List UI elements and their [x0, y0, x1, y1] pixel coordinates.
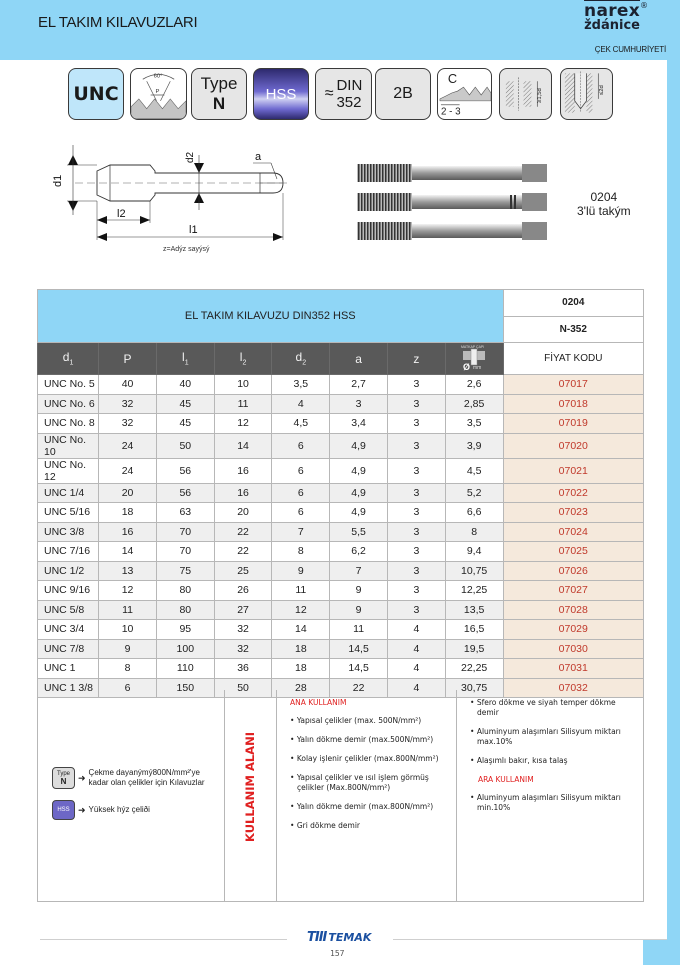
value-cell: 3 — [330, 394, 388, 414]
value-cell: 27 — [214, 600, 272, 620]
l2-label: l2 — [117, 208, 126, 220]
value-cell: 13,5 — [445, 600, 503, 620]
value-cell: 3 — [387, 542, 445, 562]
value-cell: 13 — [99, 561, 157, 581]
price-code-cell: 07032 — [503, 678, 643, 698]
value-cell: 6 — [99, 678, 157, 698]
value-cell: 80 — [156, 600, 214, 620]
size-cell: UNC No. 12 — [38, 458, 99, 483]
hss-mini-icon: HSS — [52, 800, 75, 820]
col-price-code: FİYAT KODU — [503, 343, 643, 375]
secondary-usage-heading: ARA KULLANIM — [478, 775, 534, 784]
value-cell: 4,9 — [330, 483, 388, 503]
blind-hole-icon — [560, 68, 613, 120]
value-cell: 14 — [272, 620, 330, 640]
value-cell: 6,6 — [445, 503, 503, 523]
value-cell: 9 — [272, 561, 330, 581]
value-cell: 26 — [214, 581, 272, 601]
value-cell: 12 — [272, 600, 330, 620]
type-desc-line1: Çekme dayanýmý800N/mm²'ye — [88, 768, 200, 777]
value-cell: 22 — [214, 522, 272, 542]
price-code-cell: 07028 — [503, 600, 643, 620]
value-cell: 3 — [387, 503, 445, 523]
value-cell: 10,75 — [445, 561, 503, 581]
value-cell: 95 — [156, 620, 214, 640]
col-l1: $l_1$ — [156, 343, 214, 375]
value-cell: 4,9 — [330, 503, 388, 523]
main-usage-item: • Yapısal çelikler (max. 500N/mm²) — [290, 716, 450, 726]
table-code: 0204 — [503, 290, 643, 317]
main-usage-item: • Yalın dökme demir (max.800N/mm²) — [290, 802, 450, 812]
value-cell: 150 — [156, 678, 214, 698]
main-usage-column — [290, 698, 450, 840]
registered-mark: ® — [640, 1, 648, 10]
value-cell: 22 — [330, 678, 388, 698]
value-cell: 32 — [99, 414, 157, 434]
value-cell: 14 — [99, 542, 157, 562]
size-cell: UNC No. 8 — [38, 414, 99, 434]
main-usage-item: • Yalın dökme demir (max.500N/mm²) — [290, 735, 450, 745]
page-title: EL TAKIM KILAVUZLARI — [38, 14, 198, 31]
price-code-cell: 07024 — [503, 522, 643, 542]
col-drill-diameter — [445, 343, 503, 375]
legend-hss — [52, 800, 150, 820]
value-cell: 6 — [272, 458, 330, 483]
value-cell: 40 — [99, 375, 157, 395]
value-cell: 3 — [387, 394, 445, 414]
chamfer-threads-label: 2 - 3 — [440, 106, 461, 118]
size-cell: UNC 3/4 — [38, 620, 99, 640]
svg-text:Ø: Ø — [463, 362, 471, 371]
value-cell: 36 — [214, 659, 272, 679]
unc-thread-icon — [68, 68, 124, 120]
main-usage-item: • Kolay işlenir çelikler (max.800N/mm²) — [290, 754, 450, 764]
usage-item: • Alaşımlı bakır, kısa talaş — [470, 756, 635, 766]
value-cell: 8 — [99, 659, 157, 679]
value-cell: 6 — [272, 483, 330, 503]
value-cell: 5,5 — [330, 522, 388, 542]
size-cell: UNC No. 6 — [38, 394, 99, 414]
value-cell: 18 — [272, 659, 330, 679]
value-cell: 12 — [99, 581, 157, 601]
through-hole-depth-label: ≥1,5d — [537, 88, 544, 103]
value-cell: 20 — [214, 503, 272, 523]
brand-logo — [568, 1, 648, 33]
temak-logo: TIII TEMAK — [307, 930, 372, 945]
price-code-cell: 07027 — [503, 581, 643, 601]
price-code-cell: 07018 — [503, 394, 643, 414]
size-cell: UNC 1/2 — [38, 561, 99, 581]
value-cell: 14 — [214, 433, 272, 458]
value-cell: 100 — [156, 639, 214, 659]
table-row — [38, 600, 644, 620]
col-a: a — [330, 343, 388, 375]
value-cell: 18 — [272, 639, 330, 659]
size-cell: UNC 3/8 — [38, 522, 99, 542]
value-cell: 6 — [272, 503, 330, 523]
chamfer-form-icon — [437, 68, 492, 120]
value-cell: 11 — [99, 600, 157, 620]
value-cell: 32 — [214, 620, 272, 640]
value-cell: 110 — [156, 659, 214, 679]
table-title: EL TAKIM KILAVUZU DIN352 HSS — [38, 290, 504, 343]
table-row — [38, 581, 644, 601]
a-label: a — [255, 151, 262, 163]
value-cell: 28 — [272, 678, 330, 698]
through-hole-icon — [499, 68, 552, 120]
value-cell: 50 — [214, 678, 272, 698]
table-row — [38, 503, 644, 523]
value-cell: 16 — [99, 522, 157, 542]
value-cell: 9 — [330, 581, 388, 601]
value-cell: 70 — [156, 522, 214, 542]
main-usage-heading: ANA KULLANIM — [290, 698, 347, 707]
d1-label: d1 — [52, 174, 64, 187]
table-row — [38, 375, 644, 395]
svg-text:MATKAP ÇAPI: MATKAP ÇAPI — [461, 345, 485, 349]
type-n-icon — [191, 68, 247, 120]
unc-label: UNC — [73, 83, 119, 105]
table-row — [38, 659, 644, 679]
col-d1: $d_1$ — [38, 343, 99, 375]
value-cell: 18 — [99, 503, 157, 523]
product-caption — [577, 190, 631, 218]
value-cell: 10 — [214, 375, 272, 395]
set-label: 3'lü takým — [577, 204, 631, 218]
secondary-usage-item: • Aluminyum alaşımları Silisyum miktarı min.10% — [470, 793, 635, 813]
tolerance-label: 2B — [393, 85, 413, 102]
footer-divider-left — [40, 939, 287, 940]
value-cell: 4 — [272, 394, 330, 414]
tap-1 — [357, 164, 547, 182]
price-code-cell: 07019 — [503, 414, 643, 434]
type-label: Type — [200, 74, 238, 93]
value-cell: 30,75 — [445, 678, 503, 698]
thread-pitch-label: P — [155, 89, 160, 96]
value-cell: 2,85 — [445, 394, 503, 414]
value-cell: 5,2 — [445, 483, 503, 503]
size-cell: UNC 1 3/8 — [38, 678, 99, 698]
thread-profile-icon — [130, 68, 187, 120]
size-cell: UNC 1 — [38, 659, 99, 679]
value-cell: 20 — [99, 483, 157, 503]
col-d2: $d_2$ — [272, 343, 330, 375]
value-cell: 50 — [156, 433, 214, 458]
type-value: N — [212, 94, 226, 113]
side-accent-band — [667, 60, 680, 940]
price-code-cell: 07021 — [503, 458, 643, 483]
value-cell: 3 — [387, 414, 445, 434]
usage-item: • Aluminyum alaşımları Silisyum miktarı max.10% — [470, 727, 635, 747]
tap-2 — [357, 193, 547, 211]
side-accent-notch — [643, 940, 680, 965]
price-code-cell: 07029 — [503, 620, 643, 640]
value-cell: 75 — [156, 561, 214, 581]
value-cell: 16 — [214, 458, 272, 483]
value-cell: 63 — [156, 503, 214, 523]
hss-label: HSS — [265, 85, 297, 103]
value-cell: 2,7 — [330, 375, 388, 395]
hss-desc: Yüksek hýz çeliði — [88, 805, 150, 814]
value-cell: 12 — [214, 414, 272, 434]
main-usage-item: • Gri dökme demir — [290, 821, 450, 831]
value-cell: 22 — [214, 542, 272, 562]
flute-count-note: z=Adýz sayýsý — [163, 246, 210, 253]
table-norm: N-352 — [503, 316, 643, 343]
svg-text:mm: mm — [473, 365, 482, 371]
value-cell: 19,5 — [445, 639, 503, 659]
arrow-icon: ➜ — [78, 773, 86, 783]
type-n-mini-icon: Type N — [52, 767, 75, 789]
price-code-cell: 07031 — [503, 659, 643, 679]
value-cell: 11 — [330, 620, 388, 640]
value-cell: 3 — [387, 433, 445, 458]
value-cell: 2,6 — [445, 375, 503, 395]
value-cell: 12,25 — [445, 581, 503, 601]
value-cell: 56 — [156, 458, 214, 483]
col-p: P — [99, 343, 157, 375]
din-label: DIN — [336, 77, 363, 94]
value-cell: 32 — [214, 639, 272, 659]
value-cell: 3 — [387, 561, 445, 581]
footer-divider-right — [393, 939, 667, 940]
value-cell: 24 — [99, 433, 157, 458]
size-cell: UNC No. 10 — [38, 433, 99, 458]
value-cell: 3 — [387, 458, 445, 483]
table-row — [38, 522, 644, 542]
value-cell: 6,2 — [330, 542, 388, 562]
value-cell: 6 — [272, 433, 330, 458]
table-row — [38, 458, 644, 483]
col-z: z — [387, 343, 445, 375]
product-code: 0204 — [590, 190, 618, 204]
value-cell: 9 — [99, 639, 157, 659]
table-header-row — [38, 343, 644, 375]
value-cell: 16 — [214, 483, 272, 503]
table-row — [38, 561, 644, 581]
legend-type-n — [52, 767, 205, 789]
thread-angle-label: 60° — [153, 73, 163, 80]
tap-3 — [357, 222, 547, 240]
price-code-cell: 07023 — [503, 503, 643, 523]
price-code-cell: 07022 — [503, 483, 643, 503]
drill-diameter-icon — [459, 343, 489, 371]
price-code-cell: 07030 — [503, 639, 643, 659]
tap-dimension-diagram — [45, 145, 295, 260]
value-cell: 3,5 — [445, 414, 503, 434]
value-cell: 4,5 — [272, 414, 330, 434]
value-cell: 4 — [387, 678, 445, 698]
page-number: 157 — [330, 949, 345, 958]
secondary-usage-column — [470, 698, 635, 822]
col-l2: $l_2$ — [214, 343, 272, 375]
brand-line2: ždánice — [584, 18, 640, 33]
value-cell: 4 — [387, 639, 445, 659]
value-cell: 14,5 — [330, 639, 388, 659]
value-cell: 25 — [214, 561, 272, 581]
value-cell: 11 — [214, 394, 272, 414]
price-code-cell: 07026 — [503, 561, 643, 581]
country-label: ÇEK CUMHURİYETİ — [594, 45, 666, 54]
value-cell: 8 — [445, 522, 503, 542]
value-cell: 4,9 — [330, 433, 388, 458]
size-cell: UNC 7/8 — [38, 639, 99, 659]
usage-item: • Sfero dökme ve siyah temper dökme demir — [470, 698, 635, 718]
size-cell: UNC 1/4 — [38, 483, 99, 503]
value-cell: 4,9 — [330, 458, 388, 483]
blind-hole-depth-label: ≤2d — [599, 85, 606, 95]
table-row — [38, 414, 644, 434]
table-row — [38, 483, 644, 503]
type-desc-line2: kadar olan çelikler için Kılavuzlar — [88, 778, 205, 787]
size-cell: UNC 9/16 — [38, 581, 99, 601]
brand-line1: narex — [584, 1, 640, 21]
table-row — [38, 394, 644, 414]
size-cell: UNC No. 5 — [38, 375, 99, 395]
tap-set-photo — [352, 158, 552, 244]
din-standard-icon — [315, 68, 372, 120]
table-row — [38, 542, 644, 562]
value-cell: 70 — [156, 542, 214, 562]
main-usage-item: • Yapısal çelikler ve ısıl işlem görmüş çelikler (Max.800N/mm²) — [290, 773, 450, 793]
din-number: 352 — [336, 94, 362, 111]
value-cell: 3 — [387, 375, 445, 395]
value-cell: 3 — [387, 483, 445, 503]
approx-symbol: ≈ — [324, 85, 334, 102]
value-cell: 9 — [330, 600, 388, 620]
value-cell: 16,5 — [445, 620, 503, 640]
value-cell: 22,25 — [445, 659, 503, 679]
size-cell: UNC 5/16 — [38, 503, 99, 523]
hss-material-icon — [253, 68, 309, 120]
value-cell: 32 — [99, 394, 157, 414]
size-cell: UNC 5/8 — [38, 600, 99, 620]
table-row — [38, 639, 644, 659]
value-cell: 24 — [99, 458, 157, 483]
value-cell: 3,4 — [330, 414, 388, 434]
table-row — [38, 620, 644, 640]
value-cell: 56 — [156, 483, 214, 503]
value-cell: 3 — [387, 600, 445, 620]
value-cell: 9,4 — [445, 542, 503, 562]
chamfer-form-label: C — [447, 71, 458, 87]
d2-label: d2 — [185, 151, 196, 163]
value-cell: 7 — [330, 561, 388, 581]
tolerance-2b-icon — [375, 68, 431, 120]
value-cell: 14,5 — [330, 659, 388, 679]
table-row — [38, 433, 644, 458]
value-cell: 7 — [272, 522, 330, 542]
value-cell: 80 — [156, 581, 214, 601]
value-cell: 11 — [272, 581, 330, 601]
value-cell: 3 — [387, 522, 445, 542]
value-cell: 40 — [156, 375, 214, 395]
l1-label: l1 — [189, 224, 198, 236]
value-cell: 4 — [387, 659, 445, 679]
value-cell: 4 — [387, 620, 445, 640]
usage-info-panel — [37, 690, 644, 902]
arrow-icon: ➜ — [78, 805, 86, 815]
size-cell: UNC 7/16 — [38, 542, 99, 562]
price-code-cell: 07017 — [503, 375, 643, 395]
value-cell: 45 — [156, 394, 214, 414]
value-cell: 3,9 — [445, 433, 503, 458]
price-code-cell: 07020 — [503, 433, 643, 458]
usage-area-label: KULLANIM ALANI — [243, 732, 257, 842]
price-code-cell: 07025 — [503, 542, 643, 562]
value-cell: 10 — [99, 620, 157, 640]
tap-spec-table — [37, 289, 644, 698]
value-cell: 3,5 — [272, 375, 330, 395]
value-cell: 45 — [156, 414, 214, 434]
value-cell: 8 — [272, 542, 330, 562]
value-cell: 3 — [387, 581, 445, 601]
value-cell: 4,5 — [445, 458, 503, 483]
